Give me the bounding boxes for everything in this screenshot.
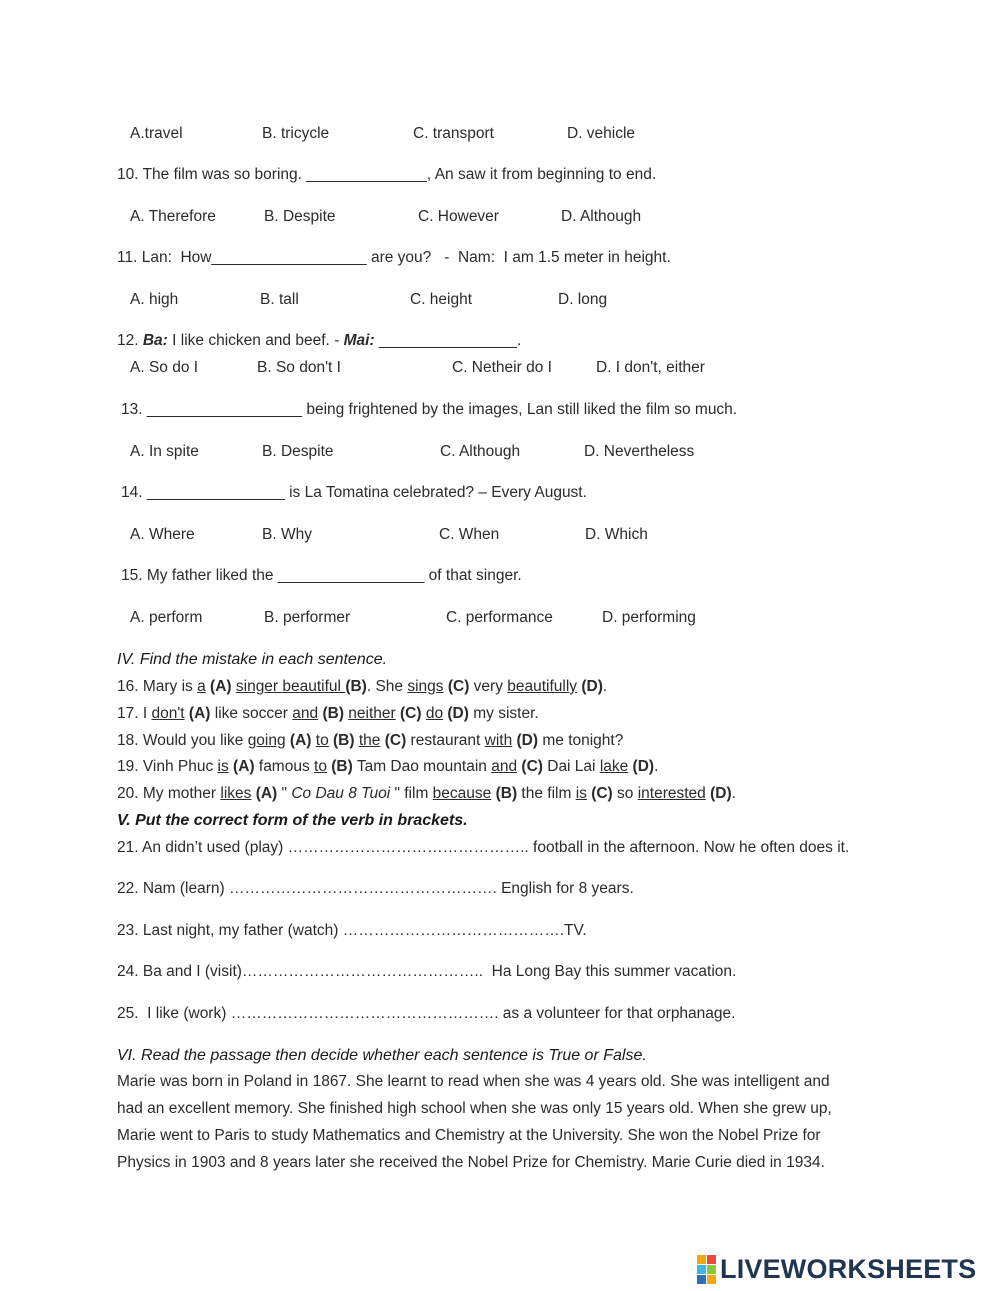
q16-underline-d[interactable]: beautifully xyxy=(507,678,578,695)
q14-option-d[interactable]: D. Which xyxy=(585,526,648,543)
q17-mark-b: (B) xyxy=(318,705,344,722)
q10-option-d[interactable]: D. Although xyxy=(561,208,642,225)
q16-sentence: 16. Mary is a (A) singer beautiful (B). She sings (C) very beautifully (D). xyxy=(117,678,608,695)
q9-option-a[interactable]: A.travel xyxy=(130,125,183,142)
q18-underline-a[interactable]: going xyxy=(247,732,286,749)
q18-underline-d[interactable]: with xyxy=(484,732,513,749)
q15-text: 15. My father liked the _________________ of that singer. xyxy=(121,567,522,584)
q19-underline-d[interactable]: lake xyxy=(599,758,629,775)
q13-option-a[interactable]: A. In spite xyxy=(130,443,199,460)
q9-option-d[interactable]: D. vehicle xyxy=(567,125,636,142)
q19-mark-c: (C) xyxy=(517,758,543,775)
q20-sentence: 20. My mother likes (A) " Co Dau 8 Tuoi " film because (B) the film is (C) so interested (D). xyxy=(117,785,736,802)
q22-text[interactable]: 22. Nam (learn) ……………………………………………. English for 8 years. xyxy=(117,880,634,897)
q19-underline-a[interactable]: is xyxy=(217,758,229,775)
q18-mark-a: (A) xyxy=(285,732,312,749)
q13-text: 13. __________________ being frightened by the images, Lan still liked the film so much. xyxy=(121,401,738,418)
section-5-heading: V. Put the correct form of the verb in brackets. xyxy=(117,812,468,829)
q16-mark-b: (B) xyxy=(345,678,367,695)
q17-mark-a: (A) xyxy=(184,705,211,722)
q12-option-a[interactable]: A. So do I xyxy=(130,359,199,376)
passage-line: had an excellent memory. She finished high school when she was only 15 years old. When she grew up, xyxy=(117,1100,832,1117)
q17-mark-d: (D) xyxy=(443,705,469,722)
q16-mark-a: (A) xyxy=(205,678,232,695)
q20-underline-b[interactable]: because xyxy=(432,785,492,802)
q12-line: I like chicken and beef. - xyxy=(167,332,344,349)
q12-number: 12. xyxy=(117,332,143,349)
q17-underline-b[interactable]: and xyxy=(292,705,319,722)
q24-text[interactable]: 24. Ba and I (visit)……………………………………….. Ha Long Bay this summer vacation. xyxy=(117,963,737,980)
q20-underline-c[interactable]: is xyxy=(575,785,587,802)
q19-underline-b[interactable]: to xyxy=(314,758,327,775)
q11-option-a[interactable]: A. high xyxy=(130,291,179,308)
section-6-heading: VI. Read the passage then decide whether each sentence is True or False. xyxy=(117,1047,647,1064)
q11-option-b[interactable]: B. tall xyxy=(260,291,299,308)
q13-option-c[interactable]: C. Although xyxy=(440,443,521,460)
q20-underline-a[interactable]: likes xyxy=(220,785,252,802)
q13-option-d[interactable]: D. Nevertheless xyxy=(584,443,695,460)
q12-option-b[interactable]: B. So don't I xyxy=(257,359,341,376)
q20-underline-d[interactable]: interested xyxy=(637,785,706,802)
q20-mark-d: (D) xyxy=(705,785,732,802)
q23-text[interactable]: 23. Last night, my father (watch) …………………………………….TV. xyxy=(117,922,587,939)
q16-underline-a[interactable]: a xyxy=(197,678,206,695)
q17-underline-c[interactable]: neither xyxy=(348,705,396,722)
q14-option-a[interactable]: A. Where xyxy=(130,526,195,543)
q17-mark-c: (C) xyxy=(395,705,422,722)
q18-mark-d: (D) xyxy=(512,732,539,749)
q17-sentence: 17. I don't (A) like soccer and (B) neither (C) do (D) my sister. xyxy=(117,705,539,722)
q13-option-b[interactable]: B. Despite xyxy=(262,443,334,460)
q12-speaker-mai: Mai: xyxy=(343,332,375,349)
q9-option-b[interactable]: B. tricycle xyxy=(262,125,330,142)
q14-text: 14. ________________ is La Tomatina celebrated? – Every August. xyxy=(121,484,587,501)
q17-underline-a[interactable]: don't xyxy=(151,705,185,722)
q20-film-title: Co Dau 8 Tuoi xyxy=(291,785,391,802)
q21-text[interactable]: 21. An didn’t used (play) ……………………………………….. football in the afternoon. Now he often does it. xyxy=(117,839,850,856)
q16-mark-c: (C) xyxy=(443,678,470,695)
q14-option-b[interactable]: B. Why xyxy=(262,526,312,543)
q12-blank: ________________. xyxy=(374,332,522,349)
q18-underline-c[interactable]: the xyxy=(358,732,381,749)
q19-mark-d: (D) xyxy=(628,758,655,775)
reading-passage xyxy=(117,1068,877,1176)
q15-option-d[interactable]: D. performing xyxy=(602,609,696,626)
q18-underline-b[interactable]: to xyxy=(315,732,329,749)
q19-mark-a: (A) xyxy=(228,758,255,775)
q11-option-d[interactable]: D. long xyxy=(558,291,608,308)
q12-text xyxy=(117,331,521,351)
q12-option-d[interactable]: D. I don't, either xyxy=(596,359,705,376)
q11-option-c[interactable]: C. height xyxy=(410,291,473,308)
q11-text: 11. Lan: How__________________ are you? - Nam: I am 1.5 meter in height. xyxy=(117,249,671,266)
passage-line: Marie went to Paris to study Mathematics and Chemistry at the University. She won the Nobel Prize for xyxy=(117,1127,821,1144)
q20-mark-c: (C) xyxy=(586,785,613,802)
q19-underline-c[interactable]: and xyxy=(491,758,518,775)
q16-underline-b[interactable]: singer beautiful xyxy=(235,678,346,695)
q18-mark-b: (B) xyxy=(328,732,355,749)
q19-sentence: 19. Vinh Phuc is (A) famous to (B) Tam Dao mountain and (C) Dai Lai lake (D). xyxy=(117,758,659,775)
q10-option-c[interactable]: C. However xyxy=(418,208,499,225)
logo-blocks-icon xyxy=(697,1255,716,1284)
q18-mark-c: (C) xyxy=(380,732,407,749)
q19-mark-b: (B) xyxy=(326,758,353,775)
q15-option-a[interactable]: A. perform xyxy=(130,609,203,626)
passage-line: Marie was born in Poland in 1867. She learnt to read when she was 4 years old. She was intelligent and xyxy=(117,1073,830,1090)
q15-option-b[interactable]: B. performer xyxy=(264,609,351,626)
q10-option-b[interactable]: B. Despite xyxy=(264,208,336,225)
q17-underline-d[interactable]: do xyxy=(425,705,444,722)
q20-mark-a: (A) xyxy=(251,785,278,802)
q16-underline-c[interactable]: sings xyxy=(407,678,444,695)
logo-text: LIVEWORKSHEETS xyxy=(720,1253,977,1284)
q12-speaker-ba: Ba: xyxy=(142,332,168,349)
q14-option-c[interactable]: C. When xyxy=(439,526,500,543)
q12-option-c[interactable]: C. Netheir do I xyxy=(452,359,552,376)
liveworksheets-logo[interactable] xyxy=(697,1254,976,1284)
q15-option-c[interactable]: C. performance xyxy=(446,609,553,626)
passage-line: Physics in 1903 and 8 years later she received the Nobel Prize for Chemistry. Marie Curie died in 1934. xyxy=(117,1154,825,1171)
section-4-heading: IV. Find the mistake in each sentence. xyxy=(117,651,388,668)
q9-option-c[interactable]: C. transport xyxy=(413,125,494,142)
q18-sentence: 18. Would you like going (A) to (B) the (C) restaurant with (D) me tonight? xyxy=(117,732,624,749)
q10-text: 10. The film was so boring. ______________, An saw it from beginning to end. xyxy=(117,166,657,183)
q20-mark-b: (B) xyxy=(491,785,518,802)
q25-text[interactable]: 25. I like (work) ……………………………………………. as a volunteer for that orphanage. xyxy=(117,1005,736,1022)
q10-option-a[interactable]: A. Therefore xyxy=(130,208,216,225)
q16-mark-d: (D) xyxy=(577,678,603,695)
